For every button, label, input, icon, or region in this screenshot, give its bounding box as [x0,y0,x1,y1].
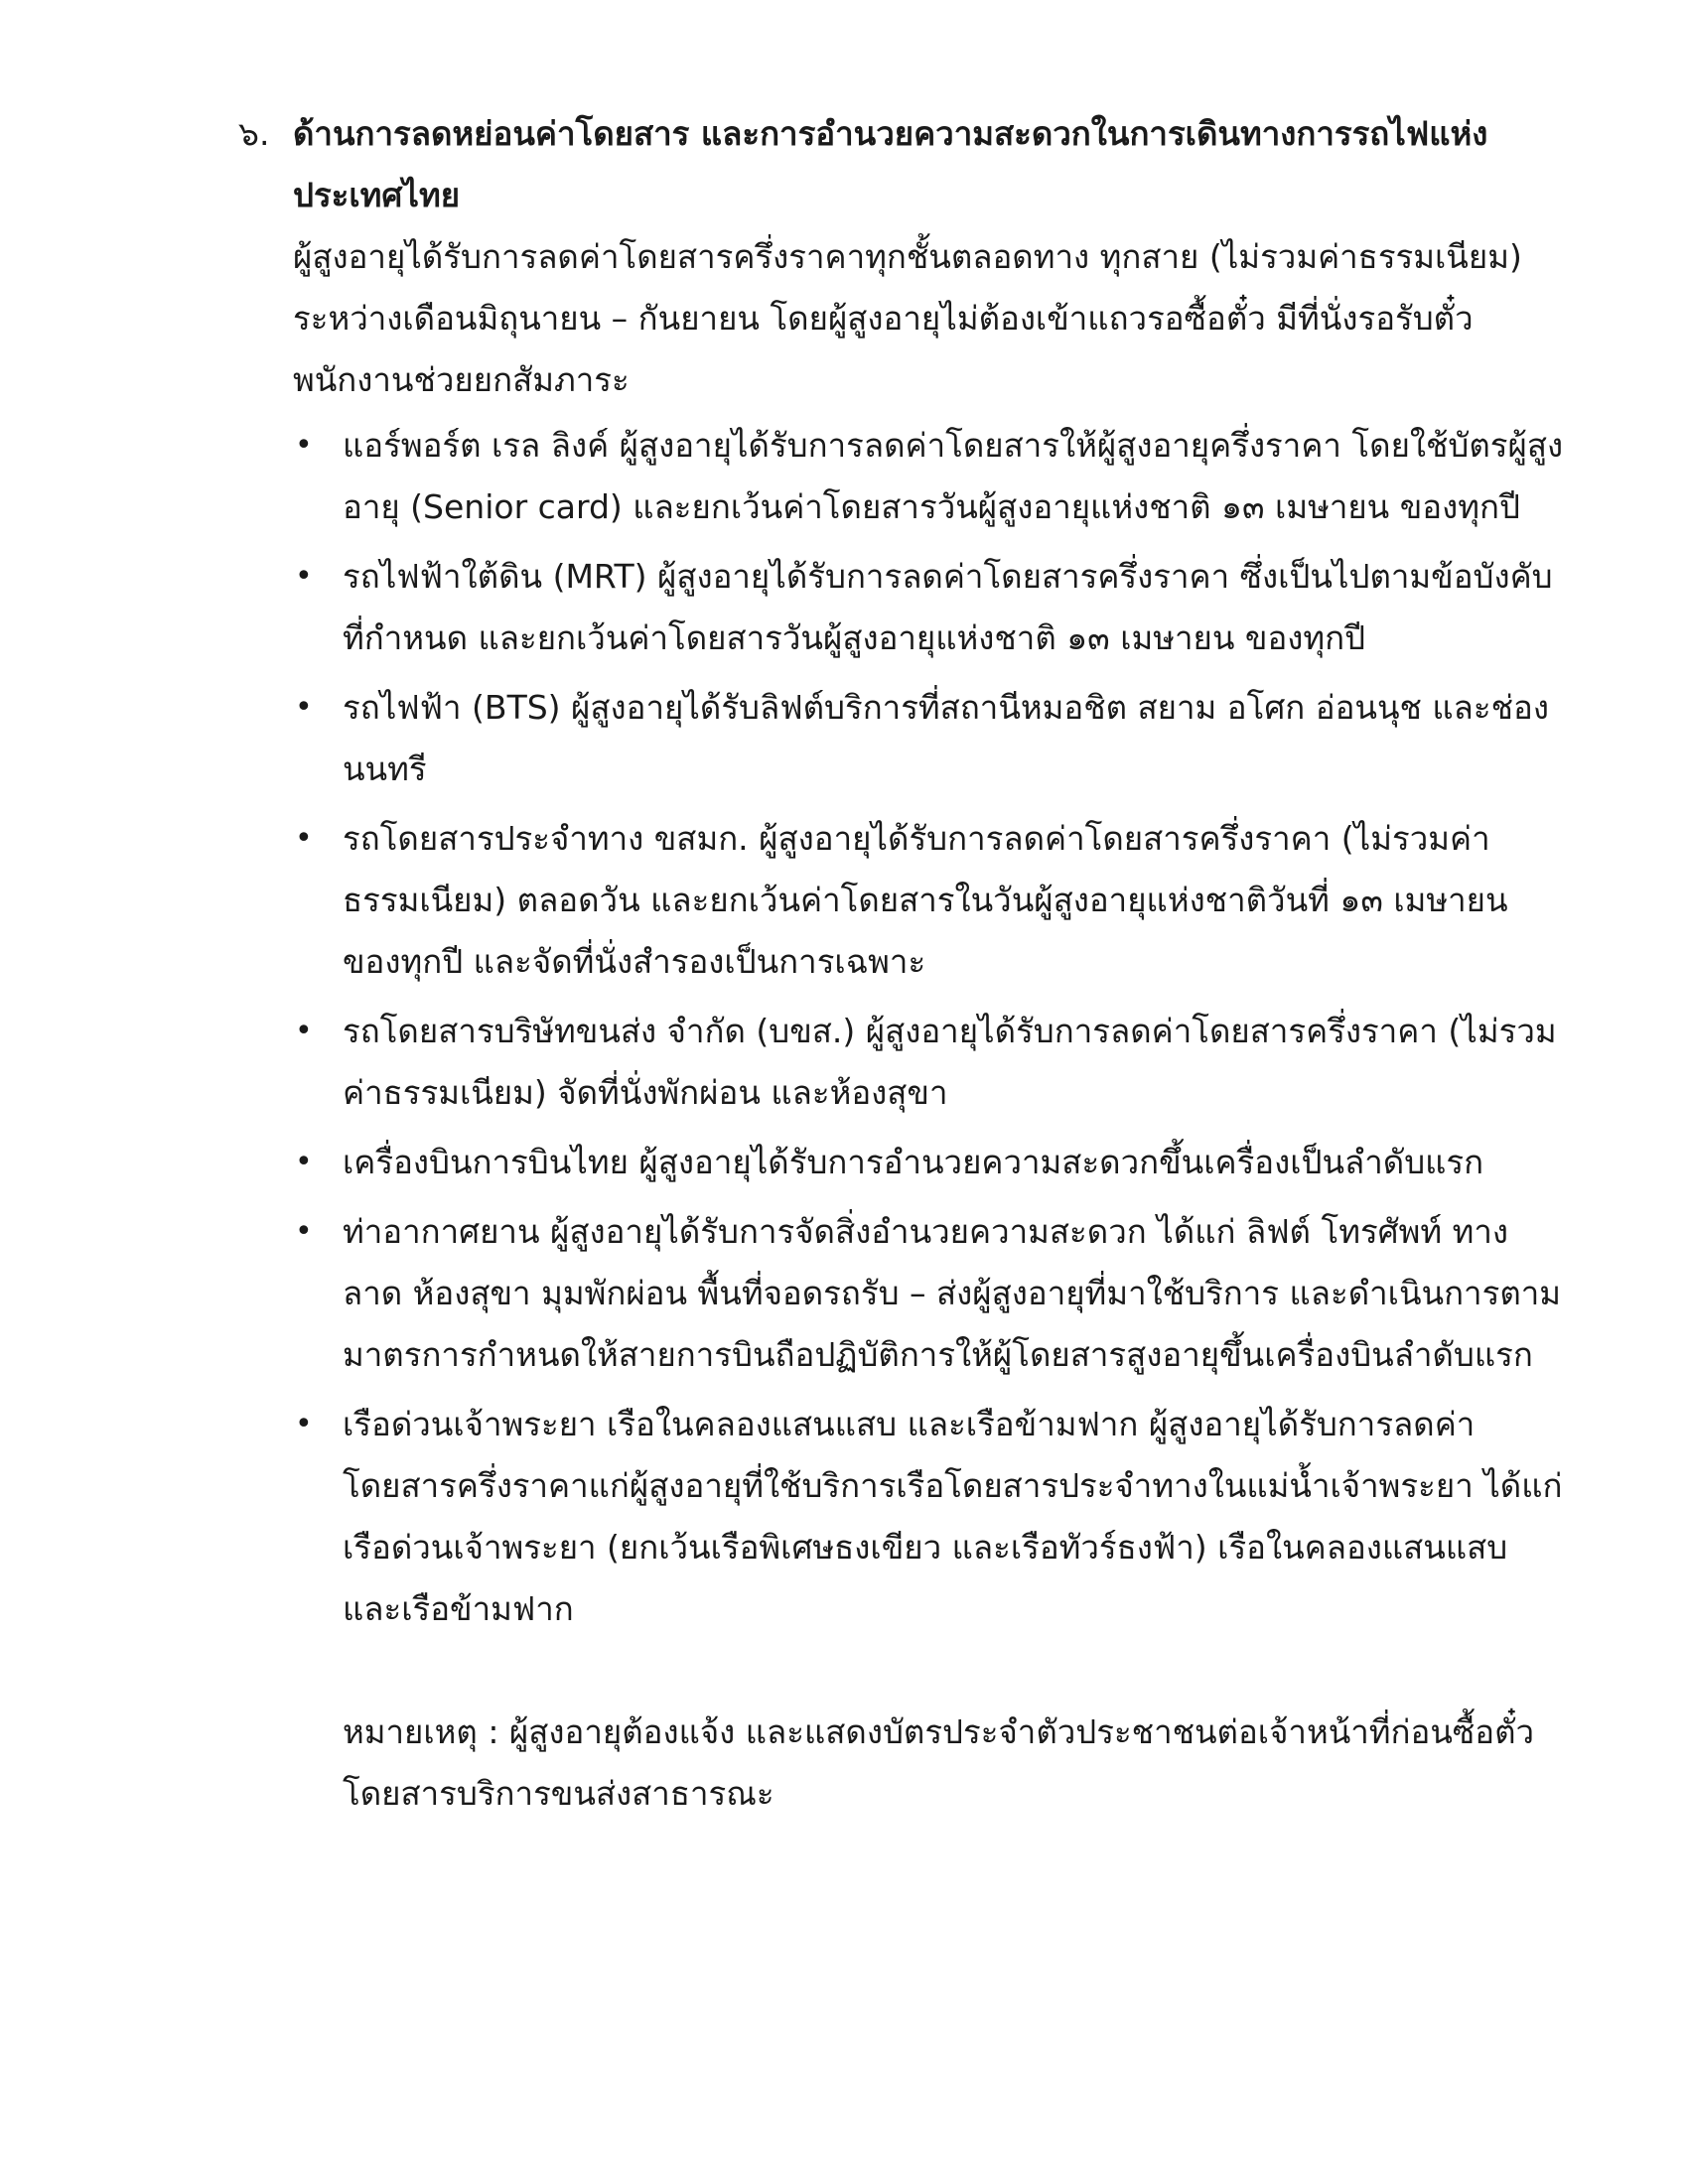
section-title: ด้านการลดหย่อนค่าโดยสาร และการอำนวยความสะดวกในการเดินทางการรถไฟแห่งประเทศไทย [293,114,1488,214]
bullet-icon: • [295,1214,313,1249]
bullet-icon: • [295,1407,313,1441]
list-item-text: รถโดยสารประจำทาง ขสมก. ผู้สูงอายุได้รับการลดค่าโดยสารครึ่งราคา (ไม่รวมค่าธรรมเนียม) ตลอดวัน และยกเว้นค่าโดยสารในวันผู้สูงอายุแห่งชาติวันที่ ๑๓ เมษายน ของทุกปี และจัดที่นั่งสำรองเป็นการเฉพาะ [343,819,1508,981]
list-item-thai-airways [238,1132,1564,1193]
list-item-text: เครื่องบินการบินไทย ผู้สูงอายุได้รับการอำนวยความสะดวกขึ้นเครื่องเป็นลำดับแรก [343,1143,1484,1181]
section-transport-discounts [238,103,1589,1825]
note-paragraph: หมายเหตุ : ผู้สูงอายุต้องแจ้ง และแสดงบัตรประจำตัวประชาชนต่อเจ้าหน้าที่ก่อนซื้อตั๋วโดยสารบริการขนส่งสาธารณะ [343,1712,1535,1813]
bullet-icon: • [295,821,313,856]
bullet-icon: • [295,1145,313,1179]
list-item-airport-rail-link [238,415,1564,538]
list-item-text: เรือด่วนเจ้าพระยา เรือในคลองแสนแสบ และเรือข้ามฟาก ผู้สูงอายุได้รับการลดค่าโดยสารครึ่งราคาแก่ผู้สูงอายุที่ใช้บริการเรือโดยสารประจำทางในแม่น้ำเจ้าพระยา ได้แก่ เรือด่วนเจ้าพระยา (ยกเว้นเรือพิเศษธงเขียว และเรือทัวร์ธงฟ้า) เรือในคลองแสนแสบ และเรือข้ามฟาก [343,1405,1563,1628]
list-item-text: รถโดยสารบริษัทขนส่ง จำกัด (บขส.) ผู้สูงอายุได้รับการลดค่าโดยสารครึ่งราคา (ไม่รวมค่าธรรมเนียม) จัดที่นั่งพักผ่อน และห้องสุขา [343,1012,1557,1112]
list-item-transport-co-bus [238,1001,1564,1124]
list-item-mrt [238,546,1564,669]
benefits-list [238,415,1589,1640]
list-item-text: ท่าอากาศยาน ผู้สูงอายุได้รับการจัดสิ่งอำนวยความสะดวก ได้แก่ ลิฟต์ โทรศัพท์ ทางลาด ห้องสุขา มุมพักผ่อน พื้นที่จอดรถรับ – ส่งผู้สูงอายุที่มาใช้บริการ และดำเนินการตามมาตรการกำหนดให้สายการบินถือปฏิบัติการให้ผู้โดยสารสูงอายุขึ้นเครื่องบินลำดับแรก [343,1212,1562,1374]
section-number: ๖. [238,114,270,153]
list-item-bts [238,677,1564,800]
section-heading [238,103,1589,226]
list-item-boats [238,1394,1564,1640]
list-item-airport [238,1201,1564,1386]
list-item-bmta-bus [238,808,1564,993]
bullet-icon: • [295,559,313,594]
section-intro: ผู้สูงอายุได้รับการลดค่าโดยสารครึ่งราคาทุกชั้นตลอดทาง ทุกสาย (ไม่รวมค่าธรรมเนียม) ระหว่างเดือนมิถุนายน – กันยายน โดยผู้สูงอายุไม่ต้องเข้าแถวรอซื้อตั๋ว มีที่นั่งรอรับตั๋ว พนักงานช่วยยกสัมภาระ [293,237,1522,399]
bullet-icon: • [295,1014,313,1048]
list-item-text: รถไฟฟ้าใต้ดิน (MRT) ผู้สูงอายุได้รับการลดค่าโดยสารครึ่งราคา ซึ่งเป็นไปตามข้อบังคับที่กำหนด และยกเว้นค่าโดยสารวันผู้สูงอายุแห่งชาติ ๑๓ เมษายน ของทุกปี [343,557,1553,657]
bullet-icon: • [295,690,313,725]
list-item-text: แอร์พอร์ต เรล ลิงค์ ผู้สูงอายุได้รับการลดค่าโดยสารให้ผู้สูงอายุครึ่งราคา โดยใช้บัตรผู้สูงอายุ (Senior card) และยกเว้นค่าโดยสารวันผู้สูงอายุแห่งชาติ ๑๓ เมษายน ของทุกปี [343,426,1564,526]
list-item-text: รถไฟฟ้า (BTS) ผู้สูงอายุได้รับลิฟต์บริการที่สถานีหมอชิต สยาม อโศก อ่อนนุช และช่องนนทรี [343,688,1549,788]
bullet-icon: • [295,428,313,463]
